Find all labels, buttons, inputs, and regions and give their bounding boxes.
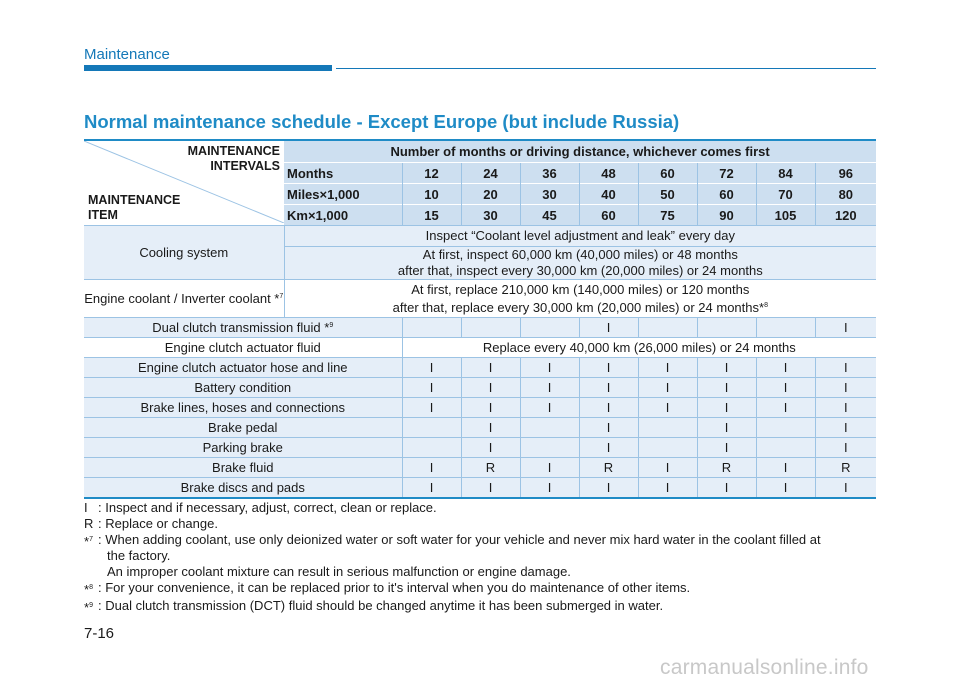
cooling-daily-inspect: Inspect “Coolant level adjustment and leak” every day — [284, 226, 876, 247]
table-row-dct-fluid: Dual clutch transmission fluid *$^9$ I I — [84, 318, 876, 338]
table-row: Battery condition I I I I I I I I — [84, 378, 876, 398]
note-inspect: I : Inspect and if necessary, adjust, correct, clean or replace. — [84, 500, 437, 515]
item-name: Cooling system — [84, 226, 284, 280]
coolant-interval: At first, replace 210,000 km (140,000 miles) or 120 months after that, replace every 30,000 km (20,000 miles) or 24 months*$^8$ — [284, 280, 876, 318]
section-label: Maintenance — [84, 46, 170, 63]
footnotes — [84, 500, 884, 616]
note-coolant: *$^7$ : When adding coolant, use only deionized water or soft water for your vehicle and never mix hard water in the coolant filled at the factory. An improper coolant mixture can result in serious malfunction or engine damage. — [84, 532, 821, 579]
months-row: Months 12 24 36 48 60 72 84 96 — [84, 163, 876, 184]
table-row: Brake fluid I R I R I R I R — [84, 458, 876, 478]
interval-main-header: Number of months or driving distance, whichever comes first — [284, 140, 876, 163]
item-name: Dual clutch transmission fluid *$^9$ — [84, 318, 402, 338]
note-dct: *$^9$ : Dual clutch transmission (DCT) fluid should be changed anytime it has been submerged in water. — [84, 598, 664, 615]
note-replace: R : Replace or change. — [84, 516, 218, 531]
page-title: Normal maintenance schedule - Except Europe (but include Russia) — [84, 111, 680, 132]
table-row-cooling-system — [84, 226, 876, 247]
maintenance-intervals-label: MAINTENANCE INTERVALS — [187, 144, 280, 173]
header-rule-thick — [84, 65, 332, 71]
watermark: carmanualsonline.info — [660, 656, 869, 679]
cooling-interval-inspect: At first, inspect 60,000 km (40,000 miles) or 48 months after that, inspect every 30,000 km (20,000 miles) or 24 months — [284, 247, 876, 280]
km-row: Km×1,000 15 30 45 60 75 90 105 120 — [84, 205, 876, 226]
note-convenience: *$^8$ : For your convenience, it can be replaced prior to it's interval when you do maintenance of other items. — [84, 580, 691, 597]
page-number: 7-16 — [84, 625, 115, 642]
maintenance-item-label: MAINTENANCE ITEM — [88, 193, 181, 222]
table-row: Engine clutch actuator hose and line I I I I I I I I — [84, 358, 876, 378]
item-name: Engine clutch actuator fluid — [84, 338, 402, 358]
table-row: Brake lines, hoses and connections I I I I I I I I — [84, 398, 876, 418]
miles-row: Miles×1,000 10 20 30 40 50 60 70 80 — [84, 184, 876, 205]
table-row-actuator-fluid — [84, 338, 876, 358]
maintenance-schedule-table — [84, 139, 876, 499]
table-row: Parking brake I I I I — [84, 438, 876, 458]
actuator-fluid-interval: Replace every 40,000 km (26,000 miles) or 24 months — [402, 338, 876, 358]
table-row: Brake discs and pads I I I I I I I I — [84, 478, 876, 499]
item-name: Engine coolant / Inverter coolant *$^7$ — [84, 280, 284, 318]
header-rule-thin — [336, 68, 876, 69]
corner-header-cell — [84, 140, 284, 226]
table-row-engine-coolant — [84, 280, 876, 318]
table-row: Brake pedal I I I I — [84, 418, 876, 438]
